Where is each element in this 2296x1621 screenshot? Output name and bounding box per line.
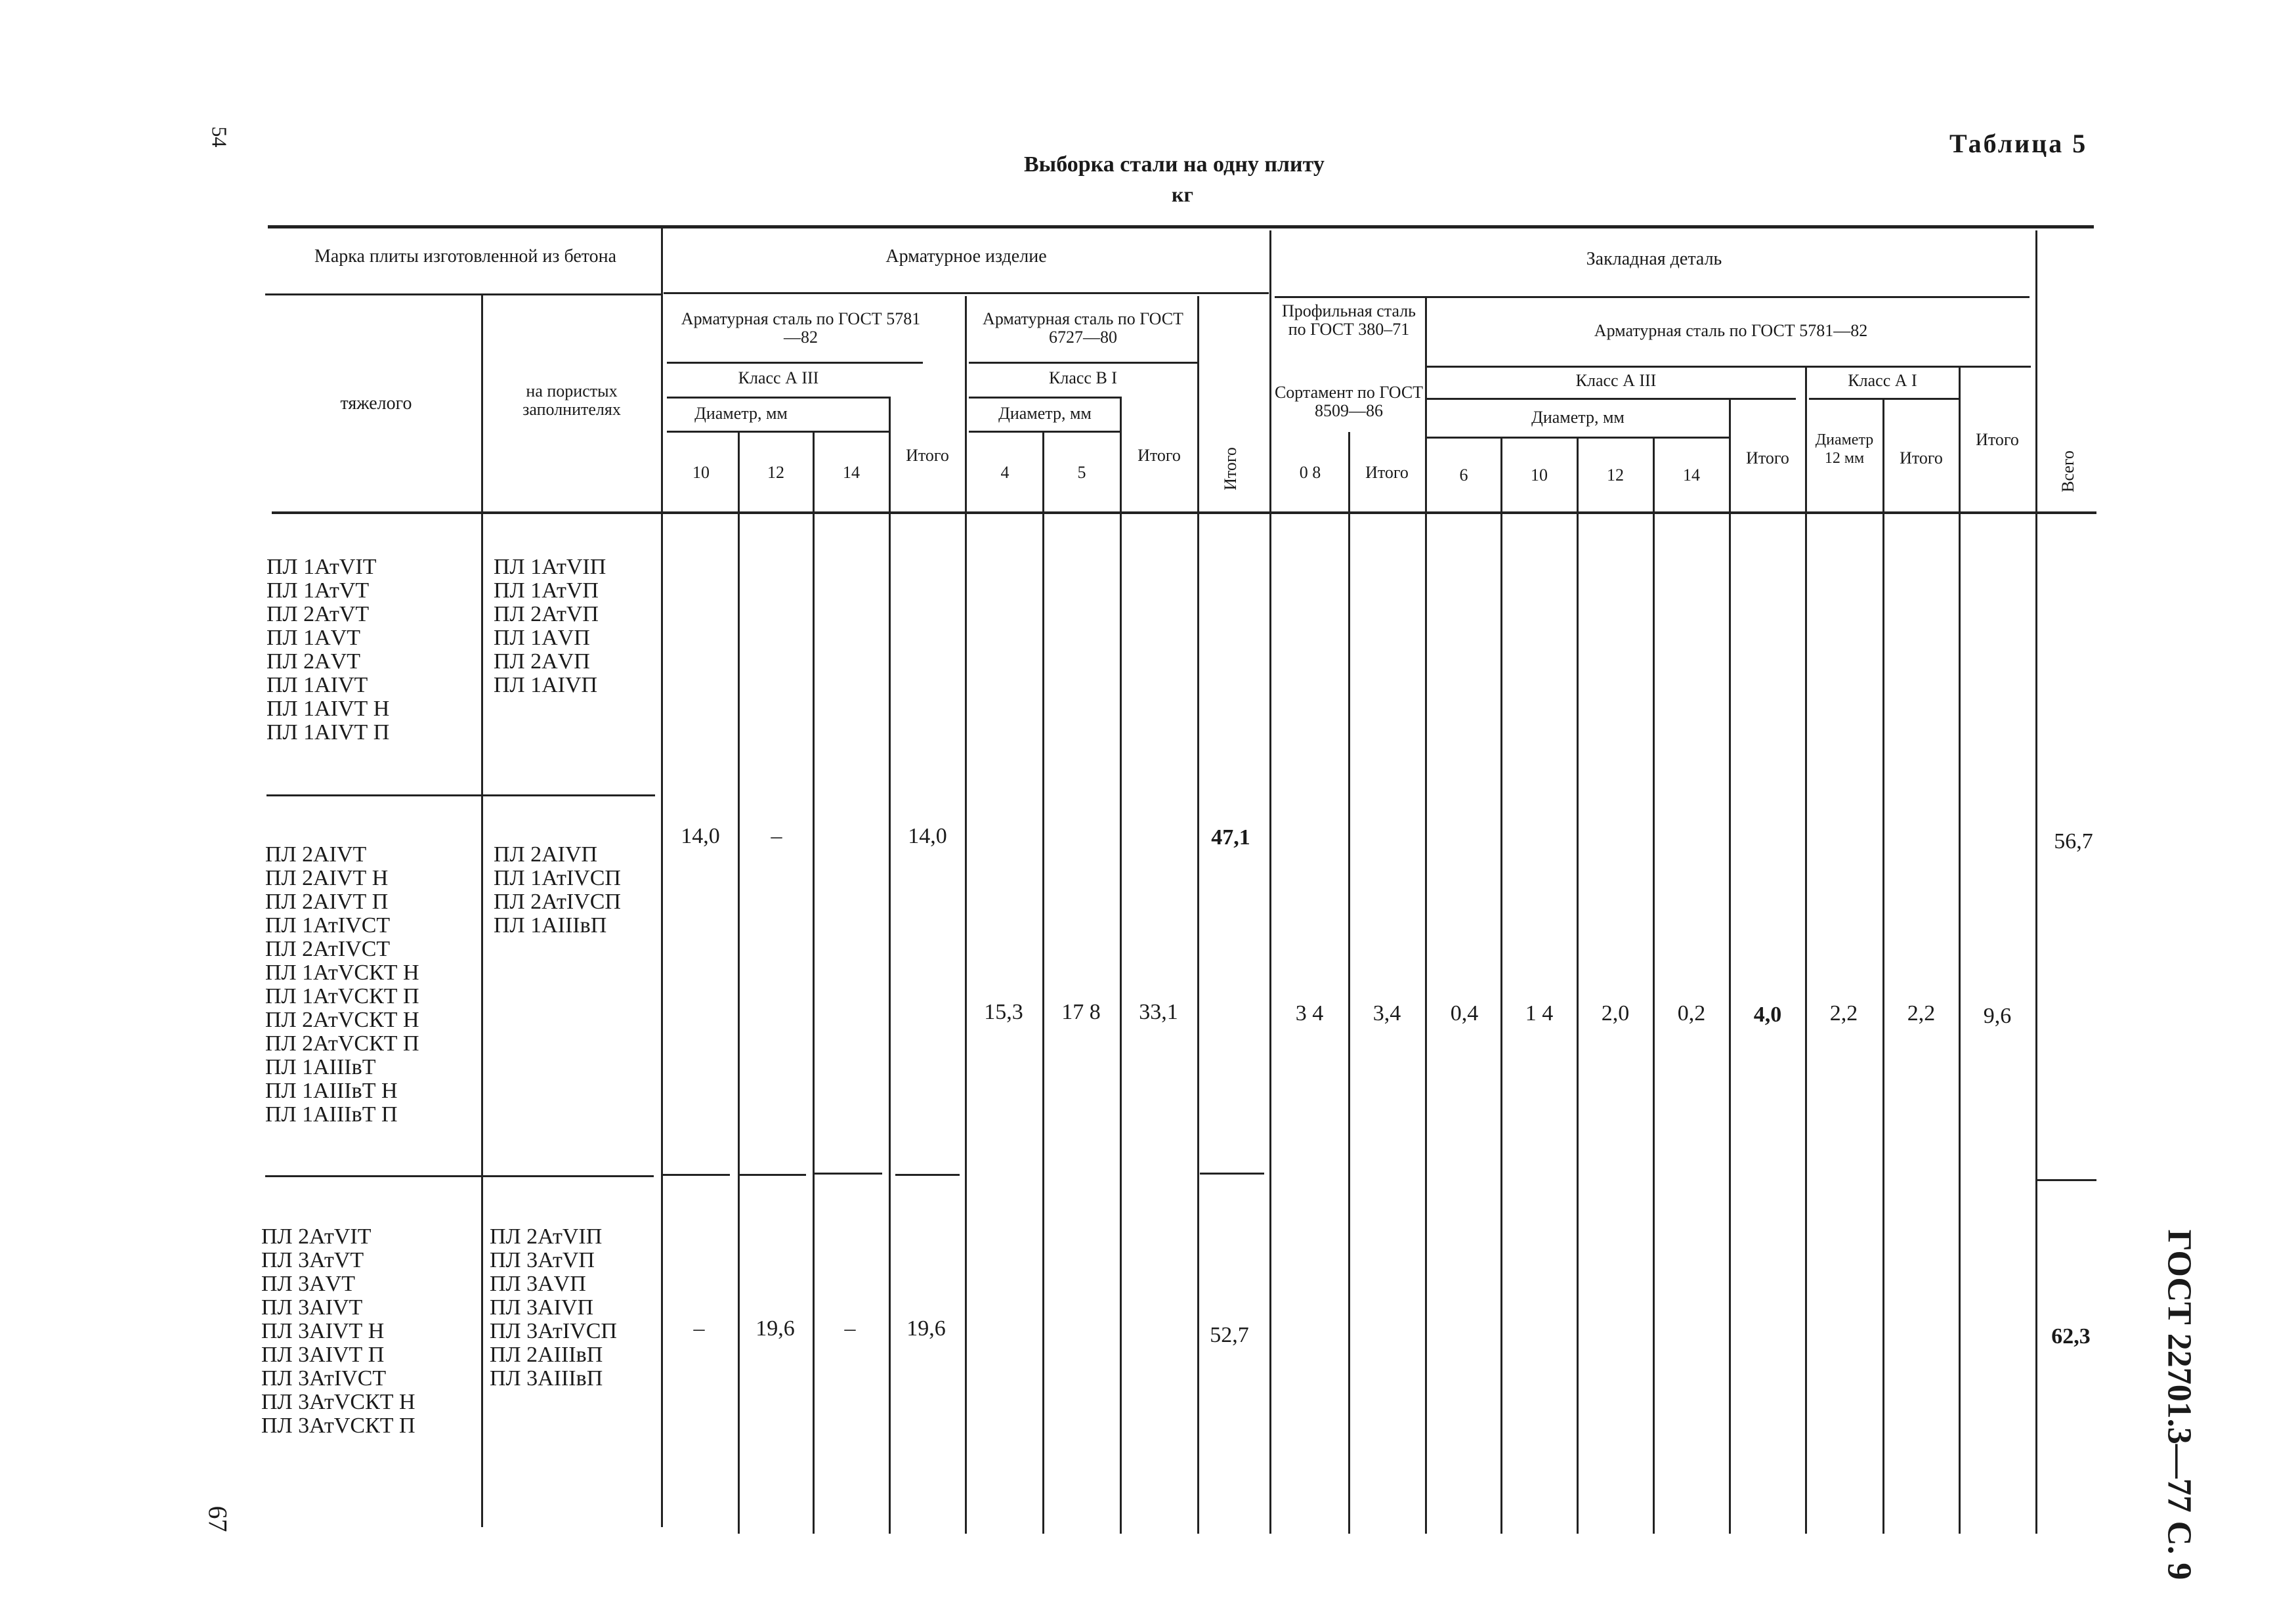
header-b-steel: Арматурная сталь по ГОСТ 6727—80	[983, 309, 1183, 347]
header-z-total3: Итого	[1746, 448, 1789, 467]
value-a-total-upper: 14,0	[908, 824, 947, 848]
header-z-class3: Класс А III	[1575, 371, 1657, 390]
plate-mark: ПЛ 2АтVIТ	[261, 1224, 372, 1249]
header-z-total1: Итого	[1900, 448, 1943, 467]
header-prof-size: 0 8	[1299, 463, 1321, 482]
plate-mark: ПЛ 1АтVТ	[266, 578, 370, 603]
gost-reference: ГОСТ 22701.3—77 С. 9	[2160, 1229, 2198, 1580]
value-z-total: 9,6	[1983, 1004, 2012, 1028]
header-z-d2: 10	[1531, 465, 1548, 485]
plate-mark: ПЛ 1АVТ	[266, 626, 360, 650]
plate-mark: ПЛ 3АVП	[490, 1272, 586, 1296]
value-b5: 17 8	[1061, 1000, 1101, 1024]
porous-marks-group-3	[490, 1225, 617, 1391]
value-prof-size: 3 4	[1295, 1001, 1324, 1026]
header-marka: Марка плиты изготовленной из бетона	[314, 246, 617, 267]
plate-mark: ПЛ 3АIIIвП	[490, 1366, 603, 1391]
plate-mark: ПЛ 1АIVП	[494, 673, 598, 697]
heavy-marks-group-1	[266, 555, 389, 745]
header-a-steel: Арматурная сталь по ГОСТ 5781—82	[681, 309, 921, 347]
header-a-d2: 12	[767, 463, 784, 482]
plate-mark: ПЛ 1АтVП	[494, 578, 599, 603]
value-a-total-lower: 19,6	[906, 1316, 946, 1341]
plate-mark: ПЛ 3АтVСКТ Н	[261, 1390, 415, 1414]
plate-mark: ПЛ 3АтVСКТ П	[261, 1414, 415, 1438]
value-z-total1: 2,2	[1907, 1001, 1936, 1026]
plate-mark: ПЛ 2АIIIвП	[490, 1343, 603, 1367]
plate-mark: ПЛ 3АтVТ	[261, 1248, 364, 1272]
value-z6: 0,4	[1450, 1001, 1479, 1026]
header-b-total: Итого	[1137, 446, 1181, 465]
header-z-steel: Арматурная сталь по ГОСТ 5781—82	[1594, 321, 1868, 340]
plate-mark: ПЛ 2АтIVСП	[494, 890, 621, 914]
folio-mark: 67	[203, 1505, 233, 1532]
value-z14: 0,2	[1677, 1001, 1706, 1026]
plate-mark: ПЛ 3АIVТ П	[261, 1343, 385, 1367]
plate-mark: ПЛ 1АVП	[494, 626, 590, 650]
header-grand-total: Всего	[2058, 450, 2077, 492]
plate-mark: ПЛ 3АIVТ	[261, 1295, 363, 1320]
value-b-total: 33,1	[1139, 1000, 1178, 1024]
value-a12-lower: 19,6	[755, 1316, 795, 1341]
plate-mark: ПЛ 1АIIIвТ П	[265, 1102, 398, 1127]
value-prof-total: 3,4	[1372, 1001, 1401, 1026]
table-title: Выборка стали на одну плиту	[1024, 152, 1325, 177]
value-z-total3: 4,0	[1753, 1003, 1782, 1027]
table-unit: кг	[1172, 183, 1193, 206]
value-a10-lower: –	[693, 1316, 705, 1341]
header-prof-steel: Профильная сталь по ГОСТ 380–71	[1281, 301, 1416, 339]
plate-mark: ПЛ 1АтVСКТ П	[265, 984, 419, 1008]
value-a12-upper: –	[771, 824, 782, 848]
plate-mark: ПЛ 2АIVП	[494, 842, 598, 867]
value-b4: 15,3	[984, 1000, 1023, 1024]
page-mark: 54	[207, 126, 232, 148]
plate-mark: ПЛ 3АIVП	[490, 1295, 594, 1320]
plate-mark: ПЛ 1АтIVСТ	[265, 913, 391, 938]
table-label: Таблица 5	[1949, 129, 2088, 158]
plate-mark: ПЛ 2АIVТ	[265, 842, 367, 867]
header-porous: на пористых заполнителях	[522, 381, 621, 419]
plate-mark: ПЛ 1АIIIвП	[494, 913, 607, 938]
plate-mark: ПЛ 1АтIVСП	[494, 866, 621, 890]
header-zaklad: Закладная деталь	[1586, 249, 1722, 269]
header-b-d2: 5	[1077, 463, 1086, 482]
plate-mark: ПЛ 2АVП	[494, 649, 590, 674]
value-a14-lower: –	[844, 1316, 856, 1341]
plate-mark: ПЛ 1АIVТ	[266, 673, 368, 697]
value-arm-total-lower: 52,7	[1210, 1323, 1249, 1347]
header-sortament: Сортамент по ГОСТ 8509—86	[1274, 383, 1424, 420]
plate-mark: ПЛ 1АтVIТ	[266, 555, 377, 579]
header-b-d1: 4	[1000, 463, 1010, 482]
plate-mark: ПЛ 3АVТ	[261, 1272, 355, 1296]
plate-mark: ПЛ 2АIVТ Н	[265, 866, 389, 890]
plate-mark: ПЛ 1АIIIвТ Н	[265, 1079, 398, 1103]
header-heavy: тяжелого	[340, 393, 412, 414]
header-a-diam: Диаметр, мм	[694, 404, 788, 423]
plate-mark: ПЛ 2АтVП	[494, 602, 599, 626]
heavy-marks-group-3	[261, 1225, 415, 1438]
plate-mark: ПЛ 1АтVIП	[494, 555, 606, 579]
porous-marks-group-2	[494, 843, 621, 938]
header-z-total: Итого	[1976, 430, 2019, 449]
header-b-class: Класс В I	[1049, 368, 1117, 387]
plate-mark: ПЛ 2АтVТ	[266, 602, 370, 626]
header-z-d4: 14	[1683, 465, 1700, 485]
plate-mark: ПЛ 1АIVТ Н	[266, 697, 390, 721]
plate-mark: ПЛ 2АVТ	[266, 649, 360, 674]
header-prof-total: Итого	[1365, 463, 1409, 482]
plate-mark: ПЛ 3АIVТ Н	[261, 1319, 385, 1343]
header-armatur: Арматурное изделие	[885, 246, 1047, 267]
header-a-d1: 10	[692, 463, 710, 482]
value-z-d12: 2,2	[1829, 1001, 1858, 1026]
plate-mark: ПЛ 2АтIVСТ	[265, 937, 391, 961]
plate-mark: ПЛ 3АтVП	[490, 1248, 595, 1272]
value-grand-total-lower: 62,3	[2051, 1324, 2091, 1349]
plate-mark: ПЛ 2АIVТ П	[265, 890, 389, 914]
header-a-class: Класс А III	[738, 368, 819, 387]
plate-mark: ПЛ 1АIIIвТ	[265, 1055, 376, 1079]
value-arm-total-upper: 47,1	[1211, 825, 1250, 850]
header-z-diam12: Диаметр 12 мм	[1815, 431, 1874, 467]
value-z10: 1 4	[1525, 1001, 1554, 1026]
value-grand-total-upper: 56,7	[2054, 829, 2093, 854]
header-a-d3: 14	[843, 463, 860, 482]
header-arm-total: Итого	[1221, 447, 1240, 490]
header-z-d3: 12	[1607, 465, 1624, 485]
header-a-total: Итого	[906, 446, 949, 465]
header-z-d1: 6	[1459, 465, 1468, 485]
header-z-class1: Класс А I	[1848, 371, 1917, 390]
value-a10-upper: 14,0	[681, 824, 720, 848]
plate-mark: ПЛ 3АтIVСТ	[261, 1366, 387, 1391]
value-z12: 2,0	[1601, 1001, 1630, 1026]
header-b-diam: Диаметр, мм	[998, 404, 1092, 423]
plate-mark: ПЛ 2АтVIП	[490, 1224, 603, 1249]
plate-mark: ПЛ 2АтVСКТ П	[265, 1031, 419, 1056]
porous-marks-group-1	[494, 555, 606, 697]
plate-mark: ПЛ 2АтVСКТ Н	[265, 1008, 419, 1032]
heavy-marks-group-2	[265, 843, 419, 1127]
header-z-diam: Диаметр, мм	[1531, 408, 1625, 427]
plate-mark: ПЛ 1АIVТ П	[266, 720, 390, 745]
plate-mark: ПЛ 1АтVСКТ Н	[265, 961, 419, 985]
plate-mark: ПЛ 3АтIVСП	[490, 1319, 617, 1343]
